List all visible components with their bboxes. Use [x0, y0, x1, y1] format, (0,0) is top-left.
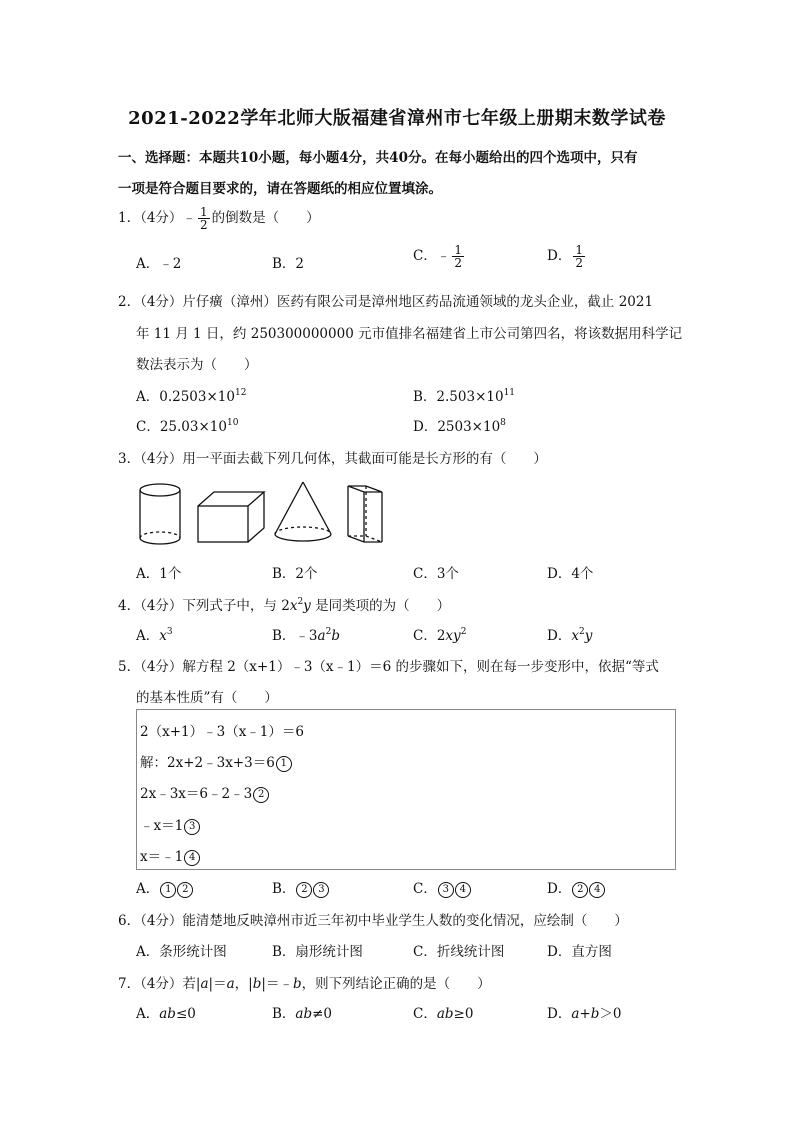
- q6-option-a[interactable]: A．条形统计图: [136, 944, 227, 960]
- q2-option-a[interactable]: A．$0.2503\times 10^{12}$: [136, 388, 247, 405]
- solution-step-equation: 2（x+1）﹣3（x﹣1）＝6: [140, 724, 304, 740]
- q4-option-c[interactable]: C．$2xy^2$: [413, 627, 467, 644]
- q5-option-a[interactable]: A． 1 2: [136, 877, 193, 898]
- q2-option-d[interactable]: D．$2503\times 10^8$: [413, 418, 506, 435]
- q4-option-d[interactable]: D．$x^2y$: [547, 627, 593, 644]
- q5-option-d[interactable]: D． 2 4: [547, 877, 605, 898]
- q3-option-c[interactable]: C．3个: [413, 566, 459, 582]
- cylinder-shape: [140, 484, 180, 544]
- section-instructions-line1: 一、选择题：本题共10小题，每小题4分，共40分。在每小题给出的四个选项中，只有: [118, 150, 638, 166]
- question-7-stem: 7．（4分）若|a|＝a，|b|＝﹣b，则下列结论正确的是（ ）: [118, 976, 491, 992]
- q5-option-c[interactable]: C． 3 4: [413, 877, 471, 898]
- question-4-stem: 4．（4分）下列式子中，与 $2x^2y$ 是同类项的为（ ）: [118, 597, 451, 614]
- q2-option-c[interactable]: C．$25.03\times 10^{10}$: [136, 418, 239, 435]
- solution-step-3: ﹣x＝1 3: [140, 814, 200, 835]
- solution-step-4: x＝﹣1 4: [140, 845, 200, 866]
- question-5-line2: 的基本性质”有（ ）: [136, 690, 278, 706]
- q2-option-b[interactable]: B．$2.503\times 10^{11}$: [413, 388, 516, 405]
- prism-shape: [348, 486, 382, 542]
- q7-option-d[interactable]: D．a+b＞0: [547, 1006, 622, 1022]
- question-5-line1: 5．（4分）解方程 2（x+1）﹣3（x﹣1）＝6 的步骤如下，则在每一步变形中，依据“等式: [118, 659, 659, 675]
- solid-shapes-figure: [130, 476, 400, 552]
- q7-option-a[interactable]: A．ab≤0: [136, 1006, 196, 1022]
- question-2-line3: 数法表示为（ ）: [136, 357, 258, 373]
- q4-option-b[interactable]: B．$﹣3a^2b$: [272, 627, 340, 644]
- q3-option-a[interactable]: A．1个: [136, 566, 182, 582]
- q6-option-b[interactable]: B．扇形统计图: [272, 944, 363, 960]
- solution-step-1: 解：2x+2﹣3x+3＝6 1: [140, 751, 292, 772]
- fraction: $\frac{1}{2}$: [199, 205, 208, 232]
- question-6-stem: 6．（4分）能清楚地反映漳州市近三年初中毕业学生人数的变化情况，应绘制（ ）: [118, 913, 628, 929]
- question-1-stem: 1．（4分）﹣ $\frac{1}{2}$ 的倒数是（ ）: [118, 205, 320, 232]
- q3-option-b[interactable]: B．2个: [272, 566, 318, 582]
- q1-option-d[interactable]: D． $\frac{1}{2}$: [547, 243, 583, 270]
- question-2-line1: 2．（4分）片仔癀（漳州）医药有限公司是漳州地区药品流通领域的龙头企业，截止 2021: [118, 294, 654, 310]
- q5-option-b[interactable]: B． 2 3: [272, 877, 329, 898]
- q1-option-b[interactable]: B．2: [272, 256, 305, 272]
- solution-step-2: 2x﹣3x＝6﹣2﹣3 2: [140, 782, 269, 803]
- cone-shape: [275, 482, 331, 541]
- q6-option-c[interactable]: C．折线统计图: [413, 944, 505, 960]
- section-instructions-line2: 一项是符合题目要求的，请在答题纸的相应位置填涂。: [118, 181, 442, 197]
- q7-option-b[interactable]: B．ab≠0: [272, 1006, 333, 1022]
- q6-option-d[interactable]: D．直方图: [547, 944, 612, 960]
- q1-option-c[interactable]: C．﹣ $\frac{1}{2}$: [413, 243, 462, 270]
- q7-option-c[interactable]: C．ab≥0: [413, 1006, 474, 1022]
- question-2-line2: 年 11 月 1 日，约 250300000000 元市值排名福建省上市公司第四名，将该数据用科学记: [136, 326, 683, 342]
- page-title: 2021-2022学年北师大版福建省漳州市七年级上册期末数学试卷: [128, 108, 666, 129]
- question-3-stem: 3．（4分）用一平面去截下列几何体，其截面可能是长方形的有（ ）: [118, 451, 547, 467]
- cuboid-shape: [198, 492, 264, 542]
- q1-option-a[interactable]: A．﹣2: [136, 256, 182, 272]
- q4-option-a[interactable]: A．$x^3$: [136, 627, 173, 644]
- q3-option-d[interactable]: D．4个: [547, 566, 594, 582]
